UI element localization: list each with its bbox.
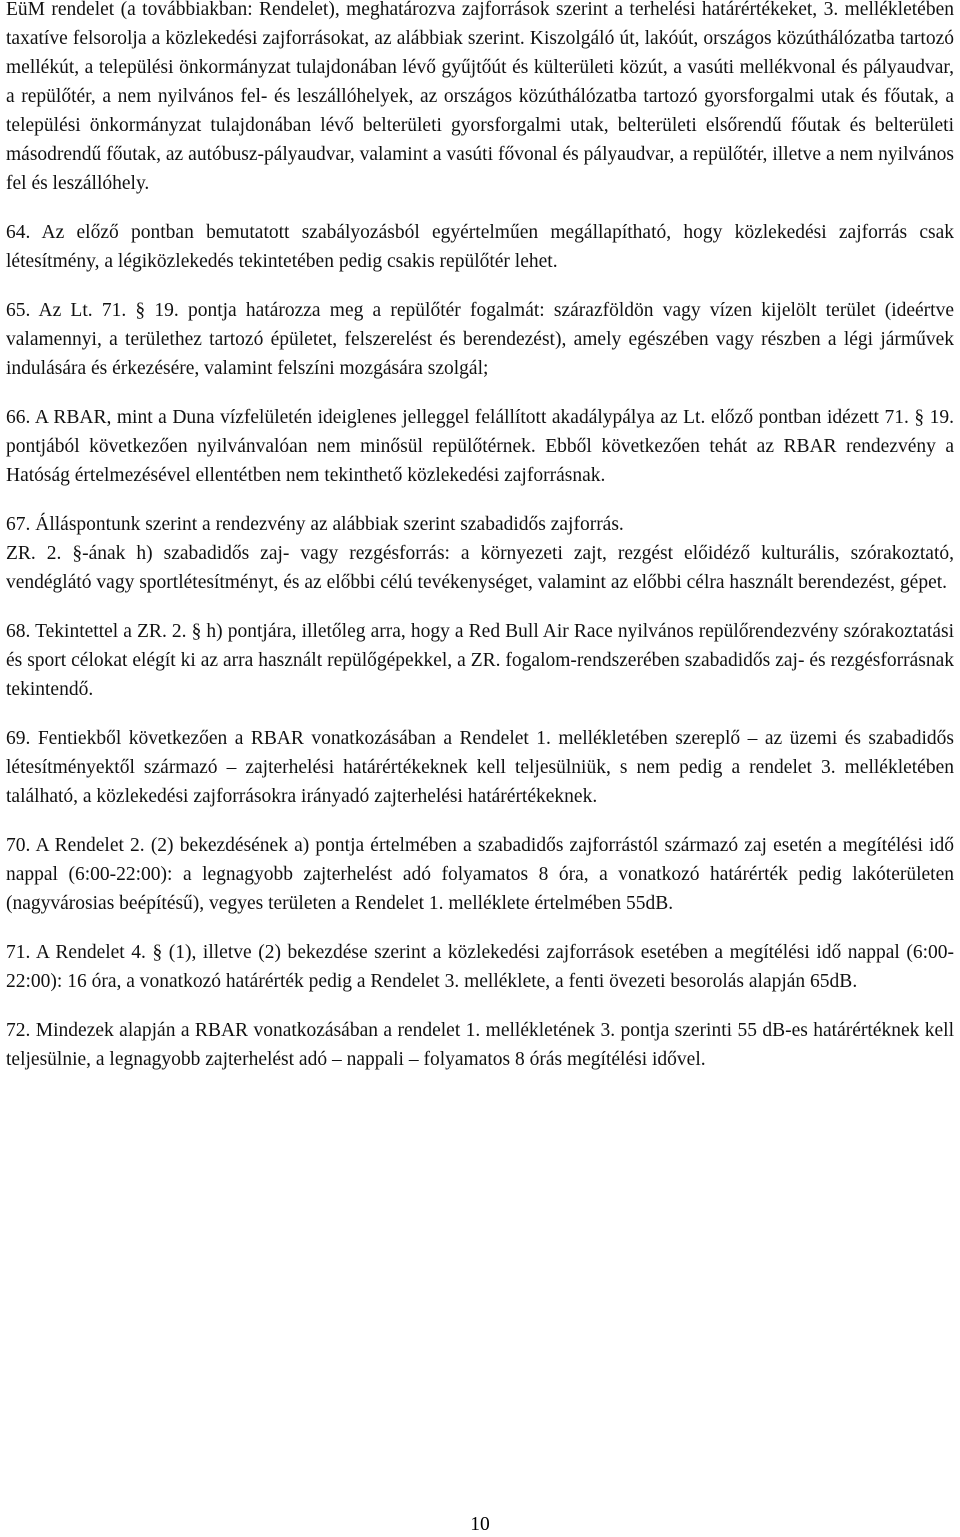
paragraph-67: 67. Álláspontunk szerint a rendezvény az alábbiak szerint szabadidős zajforrás.	[6, 514, 624, 535]
paragraph-72: 72. Mindezek alapján a RBAR vonatkozásában a rendelet 1. mellékletének 3. pontja szerinti 55 dB-es határértéknek kell teljesülnie, a legnagyobb zajterhelést adó – nappali – folyamatos 8 órás megítélési idővel.	[6, 1020, 954, 1070]
paragraph-intro: EüM rendelet (a továbbiakban: Rendelet), meghatározva zajforrások szerint a terhelési határértékeket, 3. mellékletében taxatíve felsorolja a közlekedési zajforrásokat, az alábbiak szerint. Kiszolgáló út, lakóút, országos közúthálózatba tartozó mellékút, a települési önkormányzat tulajdonában lévő gyűjtőút és külterületi közút, a vasúti mellékvonal és pályaudvar, a repülőtér, a nem nyilvános fel- és leszállóhelyek, az országos közúthálózatba tartozó gyorsforgalmi utak és főutak, a települési önkormányzat tulajdonában lévő belterületi gyorsforgalmi utak, belterületi elsőrendű főutak és belterületi másodrendű főutak, az autóbusz-pályaudvar, valamint a vasúti fővonal és pályaudvar, a repülőtér, illetve a nem nyilvános fel és leszállóhely.	[6, 0, 954, 194]
paragraph-64: 64. Az előző pontban bemutatott szabályozásból egyértelműen megállapítható, hogy közlekedési zajforrás csak létesítmény, a légiközlekedés tekintetében pedig csakis repülőtér lehet.	[6, 222, 954, 272]
paragraph-66: 66. A RBAR, mint a Duna vízfelületén ideiglenes jelleggel felállított akadálypálya az Lt. előző pontban idézett 71. § 19. pontjából következően nyilvánvalóan nem minősül repülőtérnek. Ebből következően tehát az RBAR rendezvény a Hatóság értelmezésével ellentétben nem tekinthető közlekedési zajforrásnak.	[6, 407, 954, 486]
paragraph-69: 69. Fentiekből következően a RBAR vonatkozásában a Rendelet 1. mellékletében szereplő – az üzemi és szabadidős létesítményektől származó – zajterhelési határértékeknek kell teljesülniük, s nem pedig a rendelet 3. mellékletében található, a közlekedési zajforrásokra irányadó zajterhelési határértékeknek.	[6, 728, 954, 807]
paragraph-68: 68. Tekintettel a ZR. 2. § h) pontjára, illetőleg arra, hogy a Red Bull Air Race nyilvános repülőrendezvény szórakoztatási és sport célokat elégít ki az arra használt repülőgépekkel, a ZR. fogalom-rendszerében szabadidős zaj- és rezgésforrásnak tekintendő.	[6, 621, 954, 700]
paragraph-65: 65. Az Lt. 71. § 19. pontja határozza meg a repülőtér fogalmát: szárazföldön vagy vízen kijelölt terület (ideértve valamennyi, a területhez tartozó épületet, felszerelést és berendezést), amely egészében vagy részben a légi járművek indulására és érkezésére, valamint felszíni mozgására szolgál;	[6, 300, 954, 379]
page-number: 10	[470, 1514, 490, 1535]
paragraph-70: 70. A Rendelet 2. (2) bekezdésének a) pontja értelmében a szabadidős zajforrástól származó zaj esetén a megítélési idő nappal (6:00-22:00): a legnagyobb zajterhelést adó folyamatos 8 óra, a vonatkozó határérték pedig lakóterületen (nagyvárosias beépítésű), vegyes területen a Rendelet 1. melléklete értelmében 55dB.	[6, 835, 954, 914]
paragraph-71: 71. A Rendelet 4. § (1), illetve (2) bekezdése szerint a közlekedési zajforrások esetében a megítélési idő nappal (6:00-22:00): 16 óra, a vonatkozó határérték pedig a Rendelet 3. melléklete, a fenti övezeti besorolás alapján 65dB.	[6, 942, 954, 992]
paragraph-zr-quote: ZR. 2. §-ának h) szabadidős zaj- vagy rezgésforrás: a környezeti zajt, rezgést előidéző kulturális, szórakoztató, vendéglátó vagy sportlétesítményt, és az előbbi célú tevékenységet, valamint az előbbi célra használt berendezést, gépet.	[6, 543, 954, 593]
